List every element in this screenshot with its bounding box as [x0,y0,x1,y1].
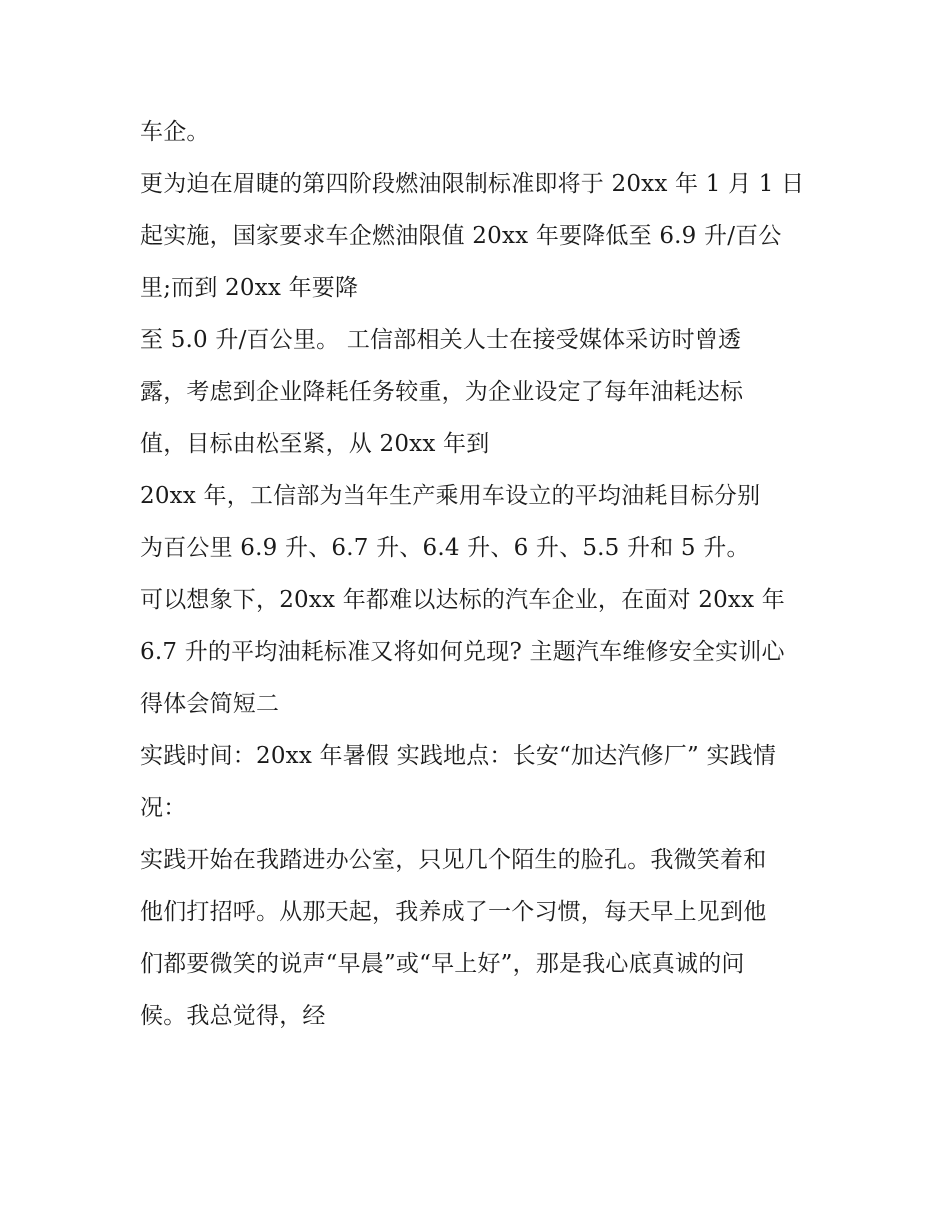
text-line: 为百公里 6.9 升、6.7 升、6.4 升、6 升、5.5 升和 5 升。 [140,535,750,561]
text-line: 可以想象下，20xx 年都难以达标的汽车企业，在面对 20xx 年 [140,587,785,613]
text-line: 候。我总觉得，经 [140,1003,326,1029]
text-line: 况： [140,795,187,821]
text-line: 6.7 升的平均油耗标准又将如何兑现? 主题汽车维修安全实训心 [140,639,785,665]
text-line: 更为迫在眉睫的第四阶段燃油限制标准即将于 20xx 年 1 月 1 日 [140,171,805,197]
text-line: 里;而到 20xx 年要降 [140,275,359,301]
text-line: 露，考虑到企业降耗任务较重，为企业设定了每年油耗达标 [140,379,744,405]
text-line: 得体会简短二 [140,691,280,717]
text-line: 起实施，国家要求车企燃油限值 20xx 年要降低至 6.9 升/百公 [140,223,782,249]
text-line: 20xx 年，工信部为当年生产乘用车设立的平均油耗目标分别 [140,483,761,509]
text-line: 实践开始在我踏进办公室，只见几个陌生的脸孔。我微笑着和 [140,847,767,873]
text-line: 至 5.0 升/百公里。 工信部相关人士在接受媒体采访时曾透 [140,327,742,353]
text-line: 值，目标由松至紧，从 20xx 年到 [140,431,490,457]
text-line: 他们打招呼。从那天起，我养成了一个习惯，每天早上见到他 [140,899,767,925]
text-line: 们都要微笑的说声“早晨”或“早上好”，那是我心底真诚的问 [140,951,745,977]
text-line: 车企。 [140,119,210,145]
document-body [140,106,820,1042]
text-line: 实践时间：20xx 年暑假 实践地点：长安“加达汽修厂” 实践情 [140,743,777,769]
